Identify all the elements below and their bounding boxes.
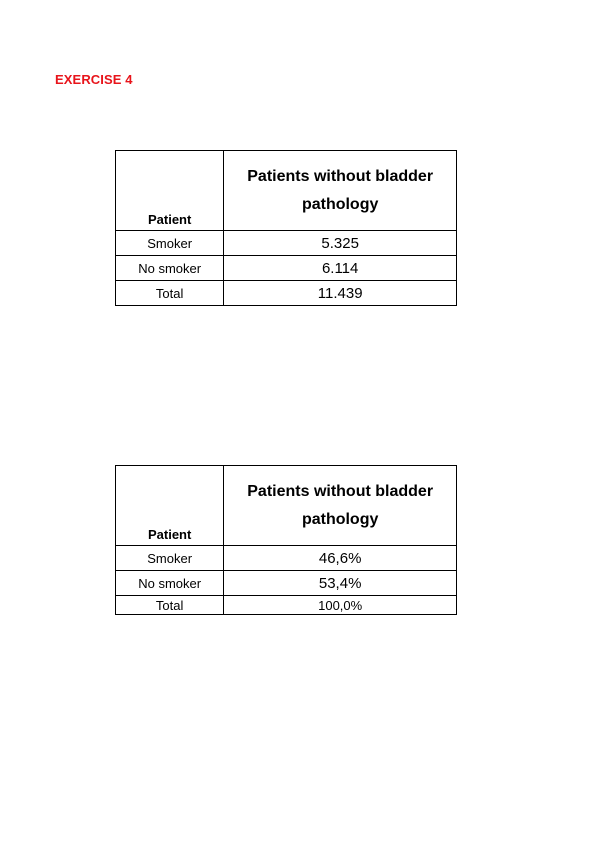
table-header-row (116, 151, 457, 231)
table-header-row (116, 466, 457, 546)
counts-table (115, 150, 457, 306)
row-value: 11.439 (224, 281, 457, 306)
row-label: Smoker (116, 231, 224, 256)
row-label: Total (116, 596, 224, 615)
row-value: 6.114 (224, 256, 457, 281)
row-value: 53,4% (224, 571, 457, 596)
row-label: No smoker (116, 256, 224, 281)
table-row (116, 256, 457, 281)
row-label: No smoker (116, 571, 224, 596)
header-value: Patients without bladder pathology (224, 466, 457, 546)
row-label: Total (116, 281, 224, 306)
header-patient: Patient (116, 151, 224, 231)
row-value: 100,0% (224, 596, 457, 615)
table-row (116, 231, 457, 256)
table-row (116, 281, 457, 306)
row-value: 5.325 (224, 231, 457, 256)
exercise-heading: EXERCISE 4 (55, 72, 133, 87)
table-row (116, 596, 457, 615)
row-label: Smoker (116, 546, 224, 571)
header-value: Patients without bladder pathology (224, 151, 457, 231)
table-row (116, 546, 457, 571)
percentages-table (115, 465, 457, 615)
header-patient: Patient (116, 466, 224, 546)
table-row (116, 571, 457, 596)
row-value: 46,6% (224, 546, 457, 571)
